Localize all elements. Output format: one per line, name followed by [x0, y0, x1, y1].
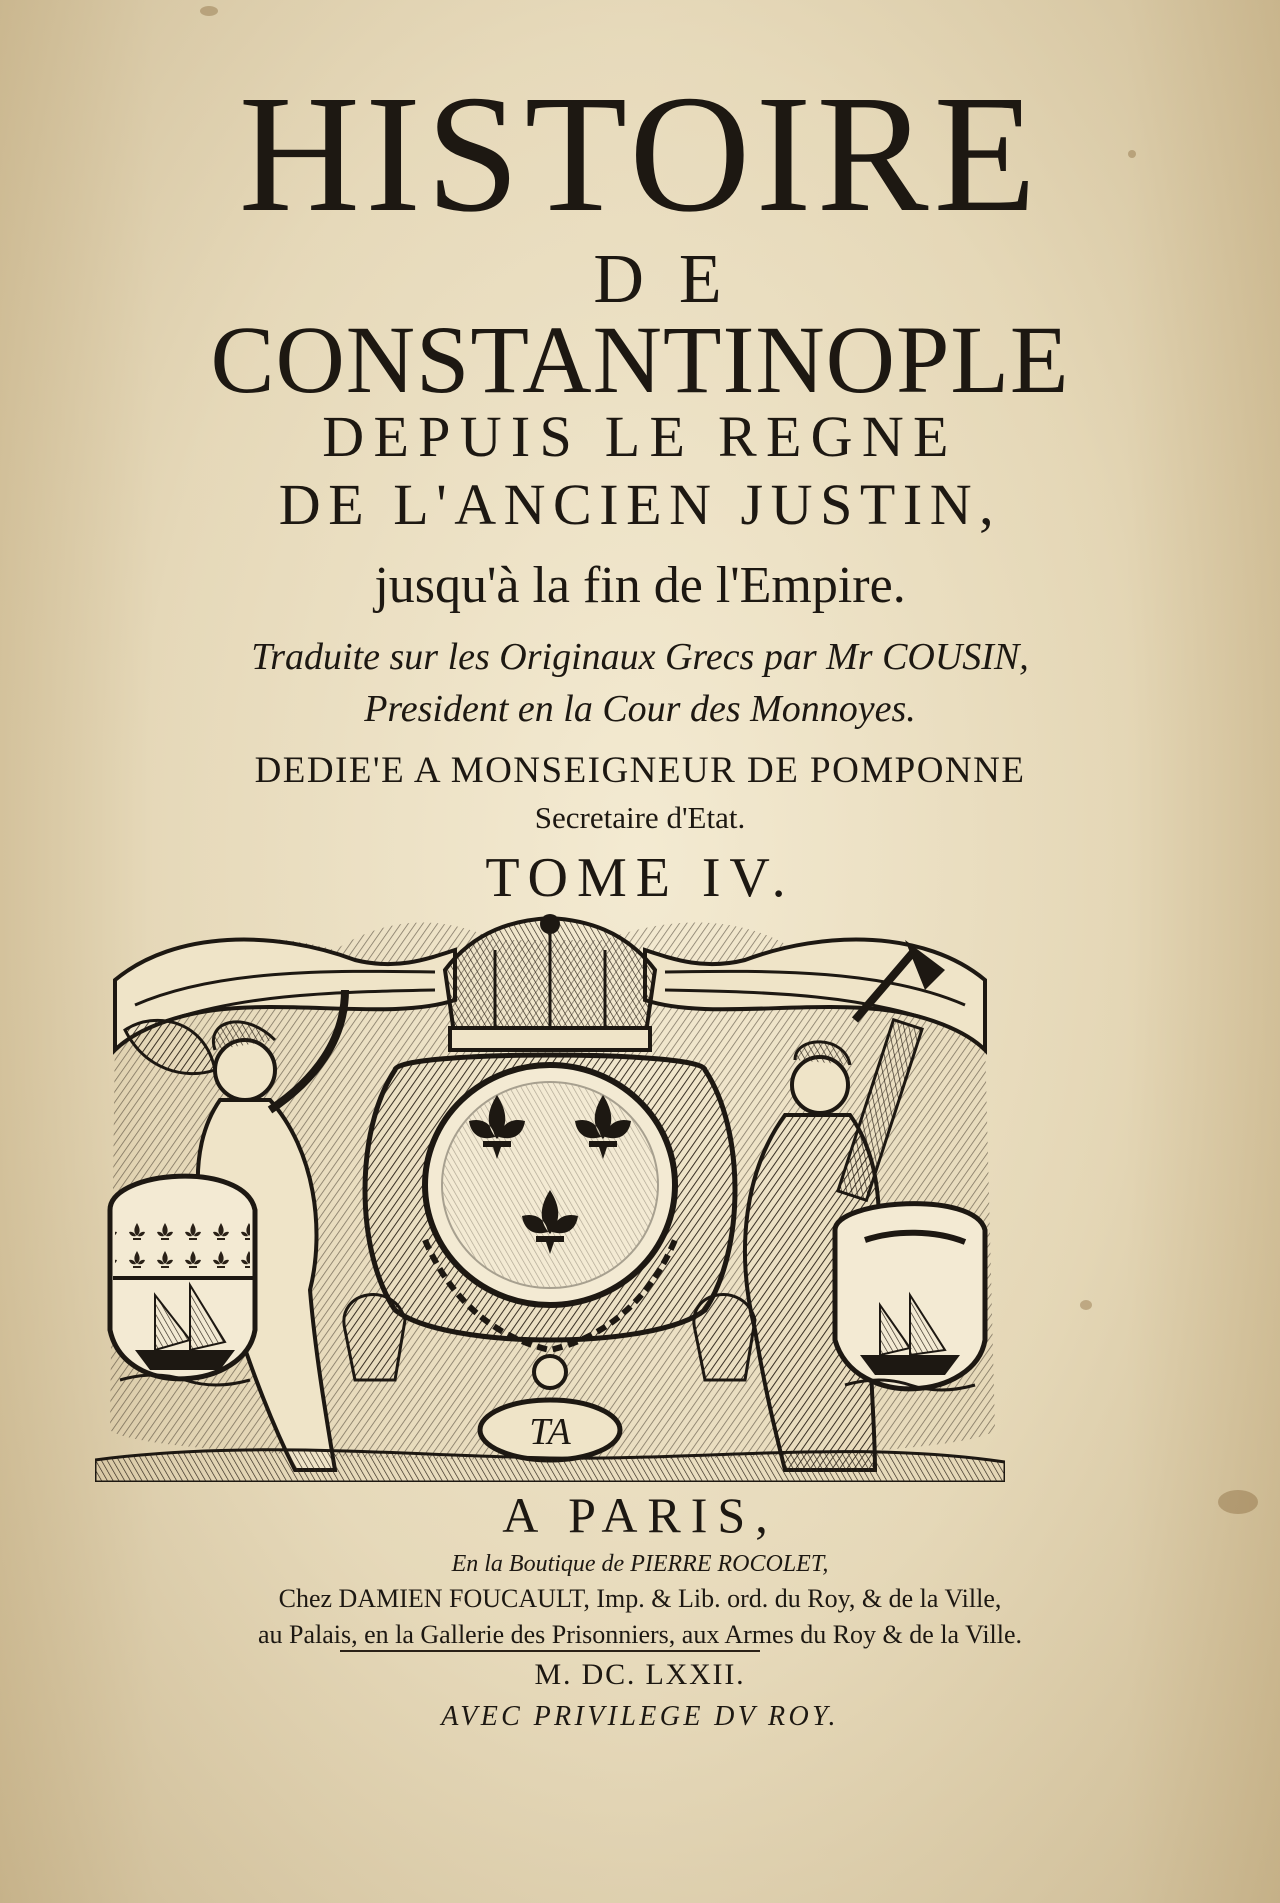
- monogram-text: TA: [529, 1411, 571, 1453]
- imprint-address: au Palais, en la Gallerie des Prisonniers, aux Armes du Roy & de la Ville.: [257, 1620, 1023, 1649]
- title-empire-line: jusqu'à la fin de l'Empire.: [374, 557, 906, 614]
- dedicatee-role: Secretaire d'Etat.: [534, 800, 746, 835]
- shield-ship-left: [110, 1176, 255, 1385]
- book-title: HISTOIRE: [238, 61, 1042, 247]
- imprint-shop: En la Boutique de PIERRE ROCOLET,: [451, 1551, 829, 1577]
- divider-rule: [340, 1650, 760, 1652]
- translator-role: President en la Cour des Monnoyes.: [364, 688, 916, 730]
- royal-privilege: AVEC PRIVILEGE DV ROY.: [441, 1701, 839, 1732]
- title-reign-line: DEPUIS LE REGNE: [322, 404, 958, 469]
- imprint-year: M. DC. LXXII.: [534, 1658, 746, 1691]
- title-subject: CONSTANTINOPLE: [210, 306, 1070, 413]
- shield-ship-right: [835, 1204, 985, 1390]
- paper-stain: [1080, 1300, 1092, 1310]
- dedication-line: DEDIE'E A MONSEIGNEUR DE POMPONNE: [254, 750, 1026, 791]
- royal-arms-engraving: [95, 910, 1005, 1482]
- imprint-city: A PARIS,: [502, 1487, 778, 1543]
- volume-label: TOME IV.: [485, 847, 795, 909]
- title-de: DE: [593, 241, 757, 318]
- title-justin-line: DE L'ANCIEN JUSTIN,: [278, 472, 1002, 537]
- paper-stain: [200, 6, 218, 16]
- translator-line: Traduite sur les Originaux Grecs par Mr COUSIN,: [251, 636, 1029, 678]
- imprint-printer: Chez DAMIEN FOUCAULT, Imp. & Lib. ord. du Roy, & de la Ville,: [278, 1584, 1002, 1613]
